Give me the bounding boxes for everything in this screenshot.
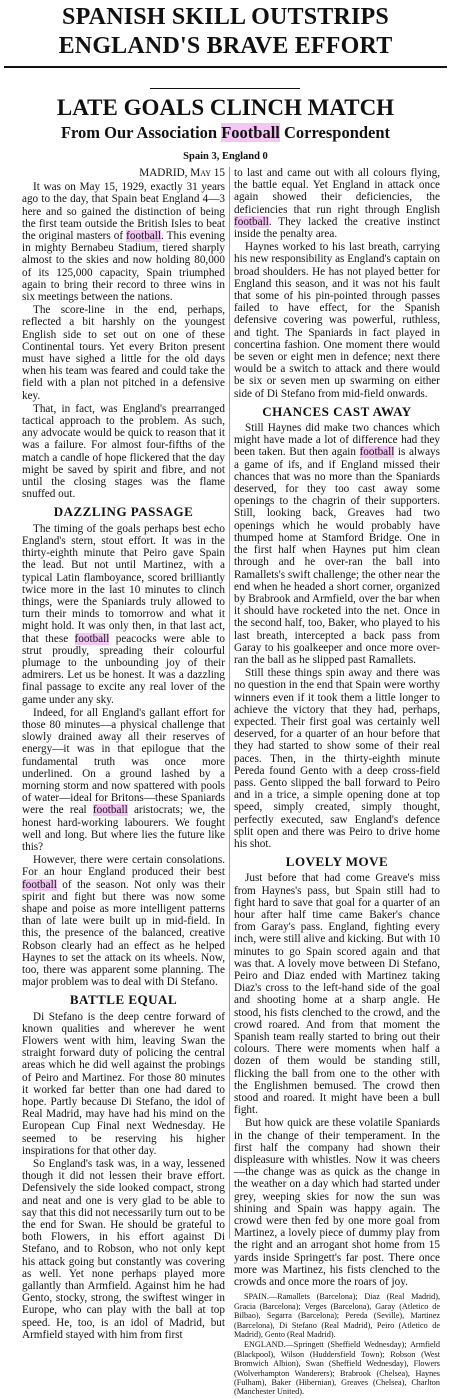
- byline-highlight: Football: [221, 123, 280, 142]
- paragraph: The score-line in the end, perhaps, reflected a bit harshly on the youngest English side to set out on one of these Continental tours. Yet every Briton present must have sighed a little for the old days when his team was feared and could take the field with a plan not pitched in a defensive key.: [22, 304, 225, 402]
- section-heading: LOVELY MOVE: [285, 854, 389, 870]
- search-highlight: football: [359, 446, 395, 459]
- search-highlight: football: [92, 804, 128, 817]
- team-lineups: [234, 1292, 440, 1396]
- paragraph: It was on May 15, 1929, exactly 31 years ago to the day, that Spain beat England 4—3 here and so gained the distinction of being the first team outside the British Isles to beat the original masters of football. This evening in mighty Bernabeu Stadium, tiered sharply almost to the skies and now holding 80,000 of its 125,000 capacity, Spain triumphed again to bring their record to three wins in six meetings between the nations.: [22, 181, 225, 304]
- search-highlight: football: [74, 632, 110, 645]
- paragraph: to last and came out with all colours flying, the battle equal. Yet England in attack once again showed their deficiencies, the deficiencies that run right through English football. They lacked the creative instinct inside the penalty area.: [234, 167, 440, 241]
- byline-post: Correspondent: [279, 123, 391, 142]
- paragraph: But how quick are these volatile Spaniards in the change of their temperament. In the first half the company had shown their displeasure with whistles. Now it was cheers—the change was as quick as the change in the weather on a day which had started under grey, weeping skies for now the sun was shining and Spain was happy again. The crowd were then fed by one more goal from Martinez, a lovely piece of dummy play from the right and an arrogant shot home from 15 yards inside Springett's far post. There once more was Martinez, his fists clenched to the crowds and once more the roars of joy.: [234, 1117, 440, 1289]
- paragraph: So England's task was, in a way, lessened though it did not lessen their brave effort. Defensively the side looked compact, strong and neat and one is very glad to be able to say that this did not necessarily turn out to be the end for Swan. He should be grateful to both Flowers, in his effort against Di Stefano, and to Robson, who not only kept his attack going but constantly was covering as well. Yet none perhaps played more gallantly than Armfield. Against him he had Gento, stocky, strong, the swiftest winger in Europe, who can play with the ball at top speed. He, too, is an idol of Madrid, but Armfield stayed with him from first: [22, 1158, 225, 1341]
- paragraph: The timing of the goals perhaps best echo England's stern, stout effort. It was in the thirty-eighth minute that Peiro gave Spain the lead. But not until Martinez, with a typical Latin flamboyance, scored brilliantly twice more in the last 10 minutes to clinch things, were the Spaniards truly allowed to turn their minds to tomorrow and what it might hold. It was only then, in that last act, that these football peacocks were able to strut proudly, spreading their colourful plumage to the unbounding joy of their admirers. Let us be honest. It was a dazzling final passage to excite any real lover of the game under any sky.: [22, 522, 225, 706]
- headline: [0, 3, 451, 61]
- lineup-england: ENGLAND.—Springett (Sheffield Wednesday); Armfield (Blackpool), Wilson (Huddersfield Town); Robson (West Bromwich Albion), Swan (Sheffield Wednesday), Flowers (Wolverhampton Wanderers); Brabrook (Chelsea), Haynes (Fulham), Baker (Hibernian), Greaves (Chelsea), Charlton (Manchester United).: [234, 1340, 440, 1397]
- search-highlight: football: [234, 215, 269, 228]
- search-highlight: football: [126, 230, 161, 243]
- paragraph: That, in fact, was England's prearranged tactical approach to the problem. As such, any advocate would be quick to reason that it was a failure. For almost four-fifths of the match a candle of hope flickered that the day might be saved by spirit and fibre, and not until the closing stages was the flame snuffed out.: [22, 402, 225, 501]
- headline-rule: [4, 66, 447, 68]
- right-column: [234, 167, 440, 1398]
- paragraph: Still Haynes did make two chances which might have made a lot of difference had they been taken. But then again football is always a game of ifs, and if England missed their chances that was no more than the Spaniards deserved, for they too cast away some openings to the chagrin of their supporters. Still, looking back, Greaves had two openings which he would probably have thumped home at Stamford Bridge. One in the first half when Haynes put him clean through and he over-ran the ball into Ramallets's swift challenge; the other near the end when he headed a short corner, organized by Brabrook and Armfield, over the bar when it should have rocketed into the net. Once in the second half, too, Baker, who played to his last breath, intercepted a back pass from Garay to his goalkeeper and once more over-ran the ball as he slipped past Ramallets.: [234, 422, 441, 666]
- section-heading: CHANCES CAST AWAY: [262, 403, 412, 419]
- paragraph: Indeed, for all England's gallant effort for those 80 minutes—a physical challenge that slowly drained away all their reserves of energy—it was in that epilogue that the fundamental truth was once more underlined. On a ground lashed by a morning storm and now spattered with pools of water—ideal for Britons—these Spaniards were the real football aristocrats; we, the honest hard-working labourers. We fought well and long. But where lies the future like this?: [22, 706, 226, 853]
- left-column: [22, 167, 225, 1342]
- divider-rule: [150, 88, 300, 89]
- search-highlight: football: [22, 878, 57, 891]
- byline: [0, 123, 451, 143]
- paragraph: Haynes worked to his last breath, carrying his new responsibility as England's captain on broad shoulders. He has not played better for England this season, and it was not his fault that some of his pin-pointed through passes failed to have effect, for the Spanish defensive covering was powerful, ruthless, and tight. The Spaniards in fact played in concertina fashion. One moment there would be seven or eight men in defence; next there would be a switch to attack and there would be six or seven men up swarming on either side of Di Stefano from mid-field onwards.: [234, 241, 440, 400]
- headline-line-1: SPANISH SKILL OUTSTRIPS: [62, 4, 389, 30]
- section-heading: BATTLE EQUAL: [69, 992, 178, 1008]
- score-line: Spain 3, England 0: [183, 151, 268, 162]
- column-divider: [229, 167, 230, 1239]
- dateline: MADRID, May 15: [139, 167, 225, 179]
- paragraph: Di Stefano is the deep centre forward of known qualities and wherever he went Flowers went with him, leaving Swan the straight forward duty of policing the central areas which he did well against the probings of Peiro and Martinez. For those 80 minutes it worked far better than one had dared to hope. Partly because Di Stefano, the idol of Real Madrid, may have had his mind on the European Cup Final next Wednesday. He seemed to be reserving his higher inspirations for that other day.: [22, 1010, 225, 1157]
- paragraph: Just before that had come Greave's miss from Haynes's pass, but Spain still had to fight hard to save that goal for a quarter of an hour after half time came Baker's chance from Garay's pass. England, fighting every inch, were still alive and kicking. But with 10 minutes to go Spain scored again and that was that. A lovely move between Di Stefano, Peiro and Diaz ended with Martinez taking Diaz's cross to the left-hand side of the goal and shooting home at a sharp angle. He stood, his fists clenched to the crowd, and the crowd roared. And from that moment the Spanish team really started to bring out their colours. There were moments when half a dozen of them would be standing still, flicking the ball from one to the other with the Englishmen bemused. The crowd then stood and roared. It might have been a bull fight.: [234, 872, 440, 1117]
- subheadline: LATE GOALS CLINCH MATCH: [56, 95, 395, 120]
- headline-line-2: ENGLAND'S BRAVE EFFORT: [58, 33, 393, 59]
- paragraph: However, there were certain consolations. For an hour England produced their best football of the season. Not only was their spirit and fight but there was now some shape and poise as more intelligent patterns than of late were built up in mid-field. In this, the presence of the balanced, creative Robson clearly had an effect as he helped Haynes to set the attack on its wheels. Now, too, there was apparent some planning. The major problem was to deal with Di Stefano.: [22, 854, 225, 989]
- byline-pre: From Our Association: [60, 123, 222, 142]
- lineup-spain: SPAIN.—Ramallets (Barcelona); Diaz (Real Madrid), Gracia (Barcelona); Verges (Barcelona), Garay (Atletico de Bilbao), Segarra (Barcelona); Pereda (Seville), Martinez (Barcelona), Di Stefano (Real Madrid), Peiro (Atletico de Madrid), Gento (Real Madrid).: [234, 1292, 440, 1339]
- paragraph: Still these things spin away and there was no question in the end that Spain were worthy winners even if it took them a little longer to achieve the victory that they had, perhaps, expected. Their first goal was certainly well deserved, for a quarter of an hour before that they had started to show some of their real paces. Then, in the thirty-eighth minute Pereda found Gento with a deep cross-field pass. Gento slipped the ball forward to Peiro and in a trice, a simple opening done at top speed, simply created, simply thought, perfectly executed, saw England's defence split open and there was Peiro to drive home his shot.: [234, 667, 440, 850]
- section-heading: DAZZLING PASSAGE: [53, 504, 194, 520]
